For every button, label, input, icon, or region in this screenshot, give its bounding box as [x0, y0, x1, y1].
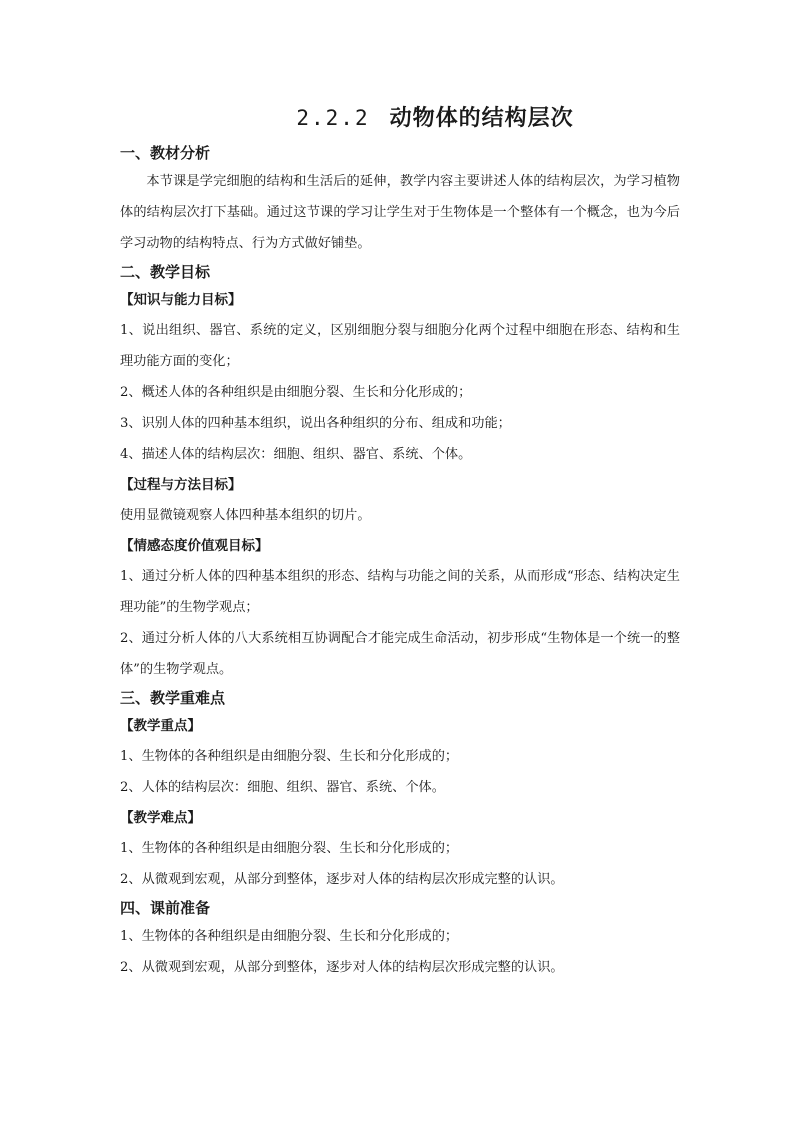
document-page	[120, 100, 680, 983]
list-item: 3、识别人体的四种基本组织，说出各种组织的分布、组成和功能；	[120, 416, 511, 431]
subheading-difficult: 【教学难点】	[120, 810, 201, 826]
list-item: 2、人体的结构层次：细胞、组织、器官、系统、个体。	[120, 780, 445, 795]
analysis-paragraph: 本节课是学完细胞的结构和生活后的延伸，教学内容主要讲述人体的结构层次，为学习植物体的结构层次打下基础。通过这节课的学习让学生对于生物体是一个整体有一个概念，也为今后学习动物的结构特点、行为方式做好铺垫。	[120, 174, 680, 251]
list-item: 1、通过分析人体的四种基本组织的形态、结构与功能之间的关系，从而形成“形态、结构决定生理功能”的生物学观点；	[120, 569, 680, 615]
list-item: 2、通过分析人体的八大系统相互协调配合才能完成生命活动，初步形成“生物体是一个统一的整体”的生物学观点。	[120, 631, 680, 677]
subheading-key: 【教学重点】	[120, 718, 201, 734]
list-item: 4、描述人体的结构层次：细胞、组织、器官、系统、个体。	[120, 447, 472, 462]
title-number: 2.2.2	[296, 106, 370, 130]
subheading-process: 【过程与方法目标】	[120, 477, 242, 493]
section-heading-objectives: 二、教学目标	[120, 263, 211, 281]
list-item: 2、从微观到宏观，从部分到整体，逐步对人体的结构层次形成完整的认识。	[120, 872, 564, 887]
list-item: 2、从微观到宏观，从部分到整体，逐步对人体的结构层次形成完整的认识。	[120, 960, 564, 975]
subheading-knowledge: 【知识与能力目标】	[120, 292, 242, 308]
section-heading-key-points: 三、教学重难点	[120, 689, 226, 707]
document-title	[120, 100, 680, 136]
title-text: 动物体的结构层次	[389, 105, 574, 131]
section-heading-preparation: 四、课前准备	[120, 899, 211, 917]
list-item: 1、生物体的各种组织是由细胞分裂、生长和分化形成的；	[120, 929, 459, 944]
list-item: 1、生物体的各种组织是由细胞分裂、生长和分化形成的；	[120, 749, 459, 764]
list-item: 1、说出组织、器官、系统的定义，区别细胞分裂与细胞分化两个过程中细胞在形态、结构和生理功能方面的变化；	[120, 323, 680, 369]
process-text: 使用显微镜观察人体四种基本组织的切片。	[120, 508, 371, 523]
section-heading-analysis: 一、教材分析	[120, 144, 211, 162]
subheading-attitude: 【情感态度价值观目标】	[120, 538, 269, 554]
list-item: 2、概述人体的各种组织是由细胞分裂、生长和分化形成的；	[120, 385, 472, 400]
list-item: 1、生物体的各种组织是由细胞分裂、生长和分化形成的；	[120, 841, 459, 856]
